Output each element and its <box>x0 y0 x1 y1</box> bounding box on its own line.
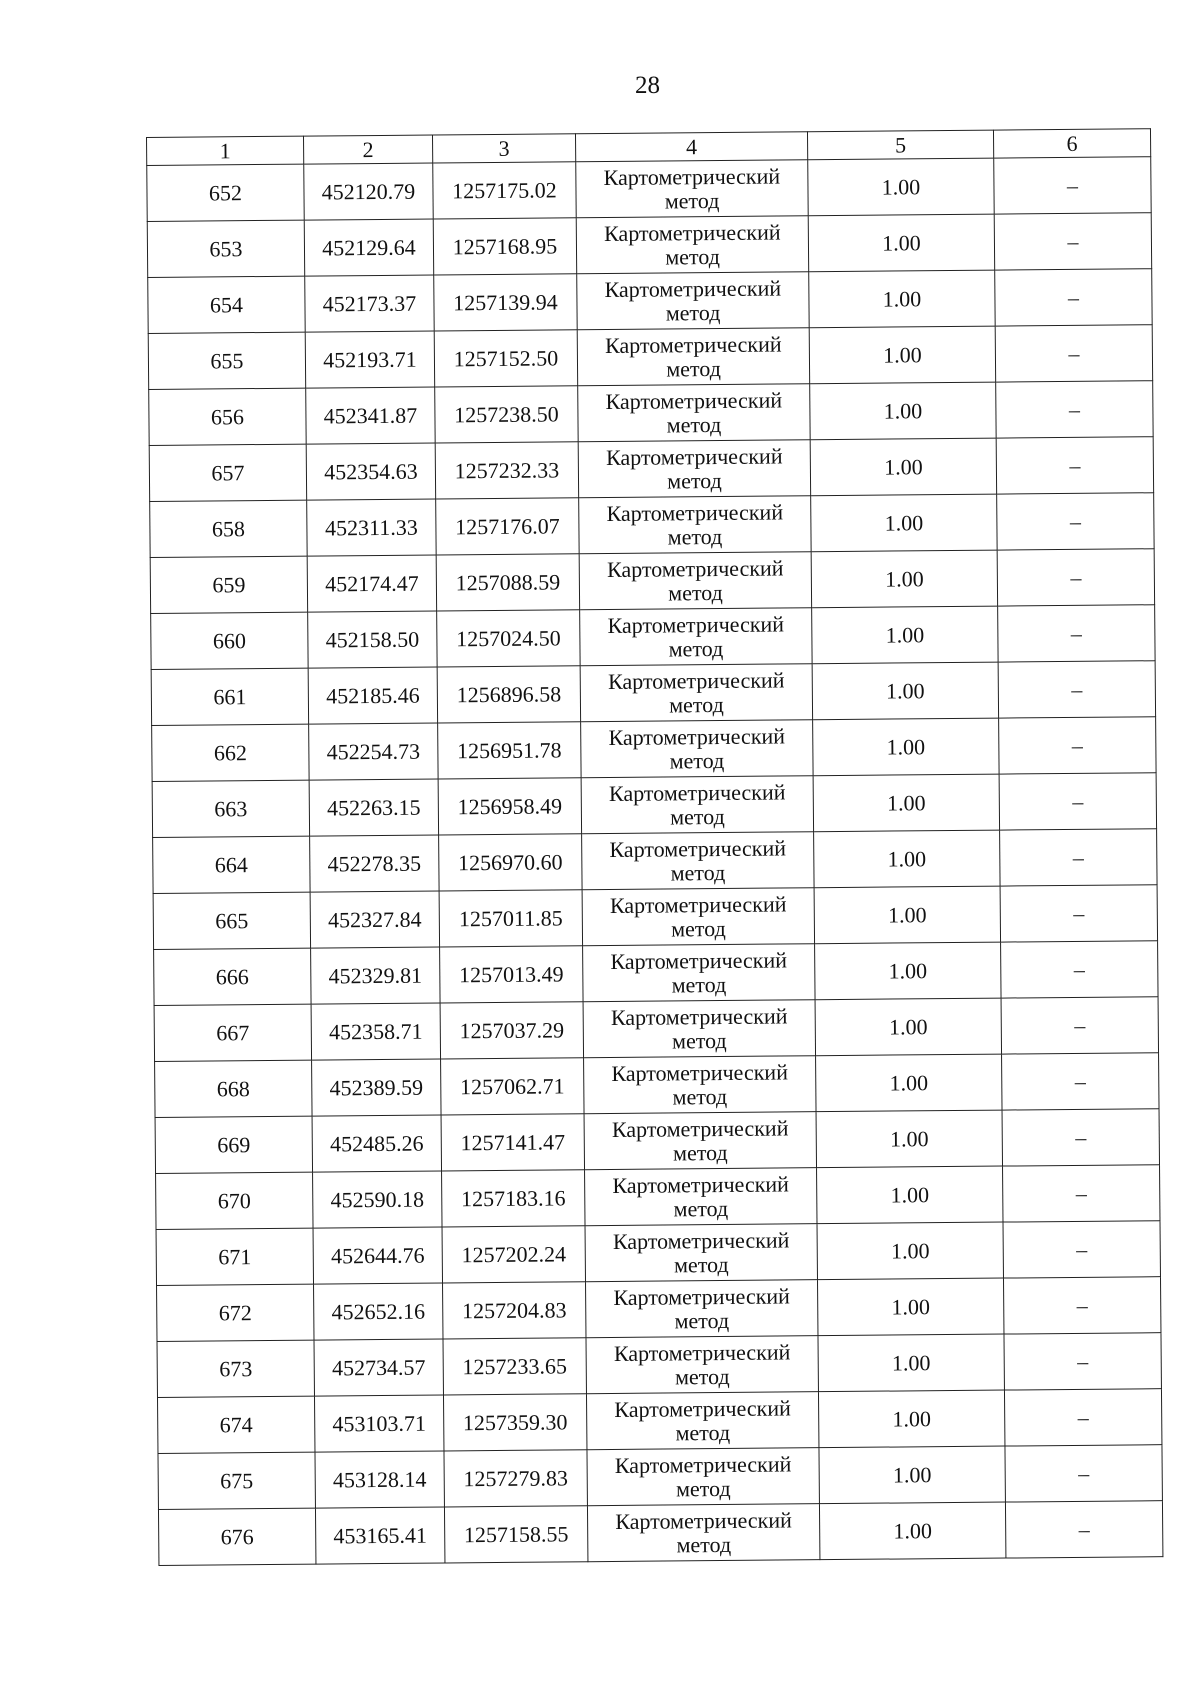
y-coordinate-cell: 1256970.60 <box>439 834 582 891</box>
note-cell: – <box>996 381 1153 438</box>
accuracy-cell: 1.00 <box>813 718 999 776</box>
x-coordinate-cell: 452193.71 <box>305 331 434 388</box>
y-coordinate-cell: 1257359.30 <box>443 1394 586 1451</box>
y-coordinate-cell: 1257152.50 <box>434 330 577 387</box>
x-coordinate-cell: 452158.50 <box>308 611 437 668</box>
y-coordinate-cell: 1257202.24 <box>442 1226 585 1283</box>
column-header: 4 <box>575 132 807 162</box>
table-row <box>152 717 1156 782</box>
note-cell: – <box>1002 1109 1159 1166</box>
point-number-cell: 657 <box>149 444 306 501</box>
x-coordinate-cell: 452358.71 <box>311 1003 440 1060</box>
y-coordinate-cell: 1257204.83 <box>443 1282 586 1339</box>
y-coordinate-cell: 1257139.94 <box>434 274 577 331</box>
method-cell <box>586 1336 818 1394</box>
method-cell <box>580 664 812 722</box>
point-number-cell: 664 <box>153 836 310 893</box>
note-cell: – <box>1004 1389 1161 1446</box>
method-cell <box>583 944 815 1002</box>
y-coordinate-cell: 1257013.49 <box>440 946 583 1003</box>
method-line-2: метод <box>676 1531 732 1557</box>
point-number-cell: 652 <box>147 164 304 221</box>
y-coordinate-cell: 1257176.07 <box>436 498 579 555</box>
method-cell <box>578 384 810 442</box>
accuracy-cell: 1.00 <box>816 1054 1002 1112</box>
accuracy-cell: 1.00 <box>815 942 1001 1000</box>
method-cell <box>576 216 808 274</box>
note-cell: – <box>1003 1221 1160 1278</box>
method-line-2: метод <box>671 915 726 941</box>
point-number-cell: 656 <box>149 388 306 445</box>
point-number-cell: 661 <box>151 668 308 725</box>
method-line-2: метод <box>674 1307 730 1333</box>
note-cell: – <box>1000 885 1157 942</box>
point-number-cell: 665 <box>153 892 310 949</box>
note-cell: – <box>1001 997 1158 1054</box>
x-coordinate-cell: 452329.81 <box>311 947 440 1004</box>
method-line-1: Картометрический <box>608 778 786 806</box>
method-line-2: метод <box>671 971 727 997</box>
method-line-1: Картометрический <box>606 554 784 582</box>
point-number-cell: 674 <box>157 1396 314 1453</box>
method-line-1: Картометрический <box>603 162 781 190</box>
point-number-cell: 676 <box>158 1508 315 1565</box>
table-row <box>154 997 1158 1062</box>
page-number: 28 <box>635 72 660 99</box>
method-cell <box>585 1168 817 1226</box>
note-cell: – <box>995 269 1152 326</box>
x-coordinate-cell: 452590.18 <box>313 1171 442 1228</box>
point-number-cell: 653 <box>147 220 304 277</box>
y-coordinate-cell: 1257037.29 <box>440 1002 583 1059</box>
coordinates-table <box>146 128 1163 1566</box>
method-line-1: Картометрический <box>613 1338 791 1366</box>
accuracy-cell: 1.00 <box>814 886 1000 944</box>
method-line-1: Картометрический <box>611 1114 789 1142</box>
method-line-2: метод <box>672 1139 728 1165</box>
note-cell: – <box>1003 1165 1160 1222</box>
y-coordinate-cell: 1257011.85 <box>439 890 582 947</box>
note-cell: – <box>1005 1445 1162 1502</box>
table-row <box>156 1221 1160 1286</box>
y-coordinate-cell: 1256958.49 <box>438 778 581 835</box>
table-row <box>153 829 1157 894</box>
method-line-1: Картометрический <box>607 610 785 638</box>
method-cell <box>587 1504 819 1562</box>
accuracy-cell: 1.00 <box>809 270 995 328</box>
x-coordinate-cell: 453128.14 <box>315 1451 444 1508</box>
y-coordinate-cell: 1257141.47 <box>441 1114 584 1171</box>
table-row <box>157 1389 1161 1454</box>
table-row <box>158 1501 1162 1566</box>
method-cell <box>580 608 812 666</box>
x-coordinate-cell: 452485.26 <box>312 1115 441 1172</box>
method-line-2: метод <box>667 467 722 493</box>
point-number-cell: 659 <box>150 556 307 613</box>
y-coordinate-cell: 1257175.02 <box>433 162 576 219</box>
table-row <box>150 493 1154 558</box>
accuracy-cell: 1.00 <box>812 662 998 720</box>
point-number-cell: 669 <box>155 1116 312 1173</box>
point-number-cell: 670 <box>156 1172 313 1229</box>
table-row <box>155 1053 1159 1118</box>
point-number-cell: 666 <box>154 948 311 1005</box>
method-line-1: Картометрический <box>610 946 788 974</box>
table-row <box>156 1165 1160 1230</box>
table-row <box>147 157 1151 222</box>
x-coordinate-cell: 452311.33 <box>307 499 436 556</box>
method-line-2: метод <box>664 187 720 213</box>
point-number-cell: 662 <box>152 724 309 781</box>
x-coordinate-cell: 452174.47 <box>307 555 436 612</box>
x-coordinate-cell: 452652.16 <box>314 1283 443 1340</box>
method-line-1: Картометрический <box>608 722 786 750</box>
note-cell: – <box>1003 1277 1160 1334</box>
method-line-1: Картометрический <box>612 1226 790 1254</box>
note-cell: – <box>994 157 1151 214</box>
y-coordinate-cell: 1257168.95 <box>433 218 576 275</box>
method-line-2: метод <box>665 243 720 269</box>
method-line-1: Картометрический <box>614 1450 792 1478</box>
accuracy-cell: 1.00 <box>817 1222 1003 1280</box>
accuracy-cell: 1.00 <box>819 1502 1005 1560</box>
accuracy-cell: 1.00 <box>818 1390 1004 1448</box>
method-line-1: Картометрический <box>613 1282 790 1310</box>
table-row <box>152 773 1156 838</box>
table-row <box>149 381 1153 446</box>
column-header: 5 <box>807 130 993 160</box>
method-line-2: метод <box>670 859 726 885</box>
point-number-cell: 655 <box>148 332 305 389</box>
accuracy-cell: 1.00 <box>817 1278 1003 1336</box>
table-row <box>153 885 1157 950</box>
method-line-1: Картометрический <box>606 498 784 526</box>
method-line-1: Картометрический <box>605 386 783 414</box>
method-line-2: метод <box>669 747 725 773</box>
method-line-2: метод <box>674 1363 730 1389</box>
method-line-1: Картометрический <box>607 666 785 694</box>
point-number-cell: 671 <box>156 1228 313 1285</box>
table-row <box>154 941 1158 1006</box>
x-coordinate-cell: 452278.35 <box>310 835 439 892</box>
note-cell: – <box>999 773 1156 830</box>
x-coordinate-cell: 452644.76 <box>313 1227 442 1284</box>
point-number-cell: 672 <box>157 1284 314 1341</box>
point-number-cell: 660 <box>151 612 308 669</box>
method-cell <box>582 888 814 946</box>
note-cell: – <box>1005 1501 1162 1558</box>
accuracy-cell: 1.00 <box>816 1110 1002 1168</box>
method-line-2: метод <box>667 523 723 549</box>
x-coordinate-cell: 452734.57 <box>314 1339 443 1396</box>
table-row <box>155 1109 1159 1174</box>
accuracy-cell: 1.00 <box>812 606 998 664</box>
method-cell <box>577 328 809 386</box>
method-line-2: метод <box>669 691 724 717</box>
method-line-1: Картометрический <box>609 890 787 918</box>
method-line-1: Картометрический <box>603 218 781 246</box>
y-coordinate-cell: 1257279.83 <box>444 1450 587 1507</box>
method-line-2: метод <box>675 1419 731 1445</box>
method-line-1: Картометрический <box>612 1170 789 1198</box>
method-cell <box>581 776 813 834</box>
accuracy-cell: 1.00 <box>813 774 999 832</box>
note-cell: – <box>997 493 1154 550</box>
table-body <box>147 157 1163 1566</box>
method-cell <box>577 272 809 330</box>
table-row <box>150 549 1154 614</box>
point-number-cell: 668 <box>155 1060 312 1117</box>
accuracy-cell: 1.00 <box>809 326 995 384</box>
column-header: 2 <box>303 135 432 164</box>
x-coordinate-cell: 452263.15 <box>309 779 438 836</box>
accuracy-cell: 1.00 <box>814 830 1000 888</box>
method-cell <box>584 1056 816 1114</box>
table-row <box>157 1333 1161 1398</box>
accuracy-cell: 1.00 <box>818 1334 1004 1392</box>
method-line-2: метод <box>670 803 725 829</box>
method-line-1: Картометрический <box>614 1394 791 1422</box>
y-coordinate-cell: 1257062.71 <box>441 1058 584 1115</box>
method-cell <box>579 552 811 610</box>
x-coordinate-cell: 452120.79 <box>304 163 433 220</box>
point-number-cell: 673 <box>157 1340 314 1397</box>
accuracy-cell: 1.00 <box>811 550 997 608</box>
accuracy-cell: 1.00 <box>808 214 994 272</box>
point-number-cell: 654 <box>148 276 305 333</box>
note-cell: – <box>1000 829 1157 886</box>
method-line-1: Картометрический <box>604 274 782 302</box>
accuracy-cell: 1.00 <box>819 1446 1005 1504</box>
x-coordinate-cell: 452173.37 <box>305 275 434 332</box>
column-header: 1 <box>147 136 304 165</box>
column-header: 3 <box>432 134 575 163</box>
y-coordinate-cell: 1257183.16 <box>442 1170 585 1227</box>
point-number-cell: 663 <box>152 780 309 837</box>
method-line-2: метод <box>668 579 723 605</box>
y-coordinate-cell: 1257233.65 <box>443 1338 586 1395</box>
accuracy-cell: 1.00 <box>810 382 996 440</box>
accuracy-cell: 1.00 <box>817 1166 1003 1224</box>
method-cell <box>583 1000 815 1058</box>
method-line-2: метод <box>666 411 722 437</box>
method-line-2: метод <box>672 1083 728 1109</box>
note-cell: – <box>1004 1333 1161 1390</box>
table-row <box>148 269 1152 334</box>
y-coordinate-cell: 1256951.78 <box>438 722 581 779</box>
method-line-2: метод <box>673 1195 729 1221</box>
x-coordinate-cell: 452389.59 <box>312 1059 441 1116</box>
method-cell <box>576 160 808 218</box>
note-cell: – <box>1002 1053 1159 1110</box>
table-row <box>147 213 1151 278</box>
y-coordinate-cell: 1256896.58 <box>437 666 580 723</box>
method-line-2: метод <box>668 635 724 661</box>
method-cell <box>587 1448 819 1506</box>
note-cell: – <box>996 437 1153 494</box>
note-cell: – <box>998 661 1155 718</box>
table-row <box>151 605 1155 670</box>
method-line-2: метод <box>673 1251 729 1277</box>
x-coordinate-cell: 452254.73 <box>309 723 438 780</box>
x-coordinate-cell: 453165.41 <box>315 1507 444 1564</box>
y-coordinate-cell: 1257088.59 <box>436 554 579 611</box>
x-coordinate-cell: 452327.84 <box>310 891 439 948</box>
method-line-2: метод <box>671 1027 727 1053</box>
column-header: 6 <box>993 129 1150 158</box>
x-coordinate-cell: 452341.87 <box>306 387 435 444</box>
point-number-cell: 667 <box>154 1004 311 1061</box>
method-line-2: метод <box>665 299 721 325</box>
note-cell: – <box>999 717 1156 774</box>
note-cell: – <box>1001 941 1158 998</box>
point-number-cell: 658 <box>150 500 307 557</box>
method-cell <box>584 1112 816 1170</box>
accuracy-cell: 1.00 <box>808 158 994 216</box>
accuracy-cell: 1.00 <box>810 438 996 496</box>
method-cell <box>586 1392 818 1450</box>
note-cell: – <box>994 213 1151 270</box>
y-coordinate-cell: 1257024.50 <box>437 610 580 667</box>
y-coordinate-cell: 1257232.33 <box>435 442 578 499</box>
table-row <box>148 325 1152 390</box>
point-number-cell: 675 <box>158 1452 315 1509</box>
y-coordinate-cell: 1257238.50 <box>435 386 578 443</box>
x-coordinate-cell: 452185.46 <box>308 667 437 724</box>
method-line-1: Картометрический <box>609 834 787 862</box>
accuracy-cell: 1.00 <box>815 998 1001 1056</box>
table-row <box>157 1277 1161 1342</box>
note-cell: – <box>998 605 1155 662</box>
method-cell <box>586 1280 818 1338</box>
method-cell <box>578 440 810 498</box>
accuracy-cell: 1.00 <box>811 494 997 552</box>
x-coordinate-cell: 452354.63 <box>306 443 435 500</box>
method-line-1: Картометрический <box>610 1002 788 1030</box>
note-cell: – <box>997 549 1154 606</box>
y-coordinate-cell: 1257158.55 <box>444 1506 587 1563</box>
table-row <box>158 1445 1162 1510</box>
method-line-1: Картометрический <box>604 330 782 358</box>
table-row <box>151 661 1155 726</box>
x-coordinate-cell: 453103.71 <box>314 1395 443 1452</box>
x-coordinate-cell: 452129.64 <box>304 219 433 276</box>
table-row <box>149 437 1153 502</box>
note-cell: – <box>995 325 1152 382</box>
method-cell <box>579 496 811 554</box>
method-cell <box>585 1224 817 1282</box>
method-line-2: метод <box>666 355 721 381</box>
method-line-2: метод <box>675 1475 731 1501</box>
method-line-1: Картометрический <box>605 442 783 470</box>
method-cell <box>581 720 813 778</box>
method-cell <box>582 832 814 890</box>
method-line-1: Картометрический <box>611 1058 789 1086</box>
method-line-1: Картометрический <box>615 1506 792 1534</box>
